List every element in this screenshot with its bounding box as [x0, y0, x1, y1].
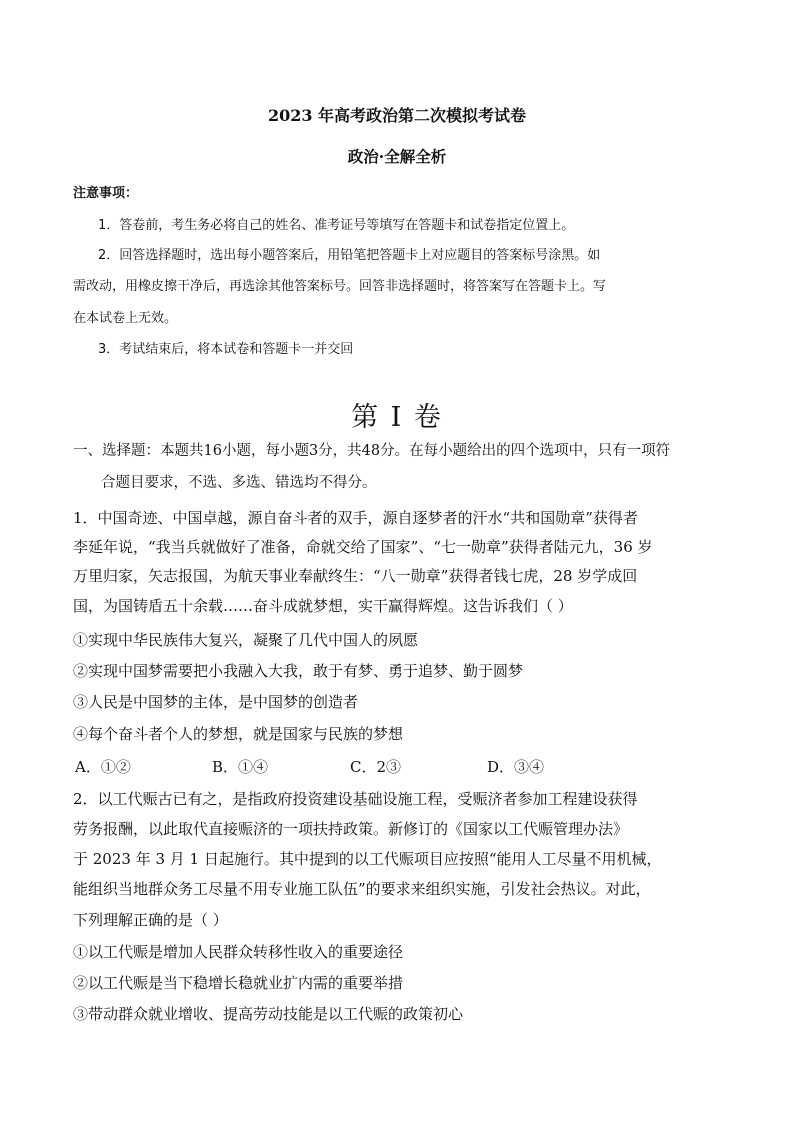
exam-title: 2023 年高考政治第二次模拟考试卷 [267, 106, 527, 125]
notice-item-2-end: 在本试卷上无效。 [73, 311, 178, 326]
q1-stem-line-3: 万里归家，矢志报国，为航天事业奉献终生：“八一勋章”获得者钱七虎，28 岁学成回 [73, 567, 638, 585]
section-instruction-cont: 合题目要求，不选、多选、错选均不得分。 [101, 475, 377, 491]
section-instruction: 一、选择题：本题共16小题，每小题3分，共48分。在每小题给出的四个选项中，只有一项符 [73, 443, 671, 459]
q2-statement-1: ①以工代赈是增加人民群众转移性收入的重要途径 [73, 943, 404, 961]
q1-statement-4: ④每个奋斗者个人的梦想，就是国家与民族的梦想 [73, 725, 404, 743]
q2-stem-line-3: 于 2023 年 3 月 1 日起施行。其中提到的以工代赈项目应按照“能用人工尽量不用机械， [73, 850, 662, 868]
q1-option-a: A．①② [75, 758, 131, 776]
q1-stem-line-1: 1．中国奇迹、中国卓越，源自奋斗者的双手，源自逐梦者的汗水“共和国勋章”获得者 [73, 509, 638, 527]
exam-subtitle: 政治·全解全析 [347, 147, 447, 166]
volume-title: 第 I 卷 [351, 402, 443, 433]
q1-statement-2: ②实现中国梦需要把小我融入大我，敢于有梦、勇于追梦、勤于圆梦 [73, 662, 524, 680]
q1-statement-3: ③人民是中国梦的主体，是中国梦的创造者 [73, 693, 359, 711]
q2-stem-line-1: 2．以工代赈古已有之，是指政府投资建设基础设施工程，受赈济者参加工程建设获得 [73, 790, 638, 808]
notice-item-3: 3．考试结束后，将本试卷和答题卡一并交回 [98, 342, 354, 357]
notice-item-2: 2．回答选择题时，选出每小题答案后，用铅笔把答题卡上对应题目的答案标号涂黑。如 [98, 248, 601, 263]
q1-stem-line-4: 国，为国铸盾五十余载……奋斗成就梦想，实干赢得辉煌。这告诉我们（ ） [73, 597, 573, 615]
q1-statement-1: ①实现中华民族伟大复兴，凝聚了几代中国人的夙愿 [73, 631, 419, 649]
q1-option-d: D．③④ [487, 758, 545, 776]
notice-item-1: 1．答卷前，考生务必将自己的姓名、准考证号等填写在答题卡和试卷指定位置上。 [98, 218, 575, 233]
q2-stem-line-4: 能组织当地群众务工尽量不用专业施工队伍”的要求来组织实施，引发社会热议。对此， [73, 880, 651, 898]
q1-stem-line-2: 李延年说，“我当兵就做好了准备，命就交给了国家”、“七一勋章”获得者陆元九，36 岁 [73, 538, 653, 556]
notice-item-2-cont: 需改动，用橡皮擦干净后，再选涂其他答案标号。回答非选择题时，将答案写在答题卡上。写 [73, 279, 607, 294]
q1-option-b: B．①④ [212, 758, 269, 776]
notice-label: 注意事项： [73, 186, 139, 201]
q2-stem-line-2: 劳务报酬，以此取代直接赈济的一项扶持政策。新修订的《国家以工代赈管理办法》 [73, 820, 629, 838]
q2-stem-line-5: 下列理解正确的是（ ） [73, 911, 228, 929]
q1-option-c: C．2③ [350, 758, 402, 776]
q2-statement-2: ②以工代赈是当下稳增长稳就业扩内需的重要举措 [73, 974, 404, 992]
q2-statement-3: ③带动群众就业增收、提高劳动技能是以工代赈的政策初心 [73, 1005, 464, 1023]
